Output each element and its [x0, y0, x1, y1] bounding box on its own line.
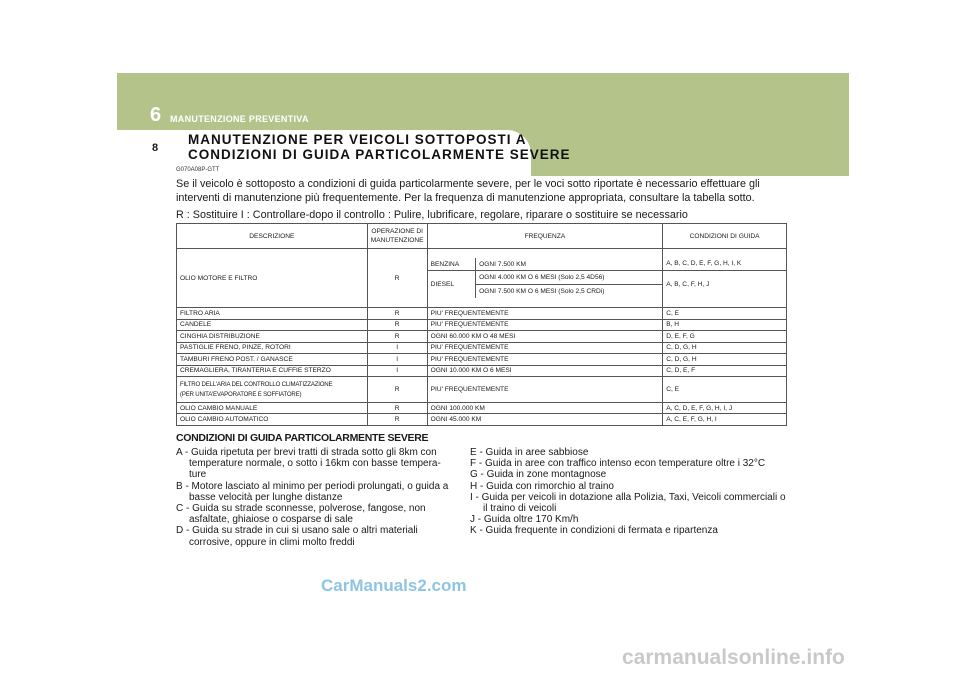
condition-item: I - Guida per veicoli in dotazione alla Polizia, Taxi, Veicoli commerciali o il traino di veicoli [470, 491, 786, 515]
row-op: I [367, 342, 427, 354]
filter-desc-line-1: FILTRO DELL'ARIA DEL CONTROLLO CLIMATIZZAZIONE [180, 380, 333, 388]
condition-item: J - Guida oltre 170 Km/h [470, 514, 579, 526]
table-row [177, 342, 787, 354]
legend-line: R : Sostituire I : Controllare-dopo il controllo : Pulire, lubrificare, regolare, riparare o sostituire se necessario [176, 209, 688, 221]
row-cond: C, E [663, 308, 787, 320]
table-row [177, 308, 787, 320]
row-freq: PIU' FREQUENTEMENTE [427, 342, 663, 354]
condition-item: E - Guida in aree sabbiose [470, 447, 589, 458]
filter-desc [177, 377, 368, 403]
header-condizioni: CONDIZIONI DI GUIDA [663, 224, 787, 249]
row-freq: PIU' FREQUENTEMENTE [427, 354, 663, 366]
row-cond: A, C, D, E, F, G, H, I, J [663, 402, 787, 414]
condition-item: C - Guida su strade sconnesse, polverose, fangose, non asfaltate, ghiaiose o cosparse di sale [176, 503, 426, 526]
condition-item: G - Guida in zone montagnose [470, 469, 607, 481]
row-cond: B, H [663, 319, 787, 331]
row-desc: PASTIGLIE FRENO, PINZE, ROTORI [177, 342, 368, 354]
diesel-label: DIESEL [428, 271, 476, 299]
section-code: G070A08P-GTT [176, 167, 220, 173]
page-title [188, 132, 571, 162]
header-band-notch [117, 130, 169, 176]
benzina-label: BENZINA [428, 258, 476, 271]
chapter-number: 6 [150, 104, 162, 126]
oil-frequency-cell [427, 249, 663, 308]
condition-item: B - Motore lasciato al minimo per periodi prolungati, o guida a basse velocità per lunghe distanze [176, 480, 449, 503]
table-row-filter [177, 377, 787, 403]
row-cond: C, D, E, F [663, 365, 787, 377]
row-op: R [367, 414, 427, 426]
conditions-list-right [470, 447, 788, 537]
condition-item: A - Guida ripetuta per brevi tratti di strada sotto gli 8km con temperature normale, o sotto i 16km con basse tempera- ture [176, 447, 441, 481]
row-op: R [367, 402, 427, 414]
row-desc: TAMBURI FRENO POST. / GANASCE [177, 354, 368, 366]
row-desc: FILTRO ARIA [177, 308, 368, 320]
row-cond: C, D, G, H [663, 342, 787, 354]
header-frequenza: FREQUENZA [427, 224, 663, 249]
table-row [177, 402, 787, 414]
maintenance-table [176, 223, 787, 426]
oil-op: R [367, 249, 427, 308]
condition-item: D - Guida su strade in cui si usano sale o altri materiali corrosive, oppure in climi molto freddi [176, 525, 418, 548]
page-title-line-1: MANUTENZIONE PER VEICOLI SOTTOPOSTI A [188, 132, 527, 147]
row-desc: OLIO CAMBIO AUTOMATICO [177, 414, 368, 426]
filter-desc-line-2: (PER UNITA'EVAPORATORE E SOFFIATORE) [180, 390, 302, 398]
row-freq: OGNI 100.000 KM [427, 402, 663, 414]
row-cond: D, E, F, G [663, 331, 787, 343]
benzina-freq: OGNI 7.500 KM [476, 258, 663, 271]
condition-item: F - Guida in aree con traffico intenso econ temperature oltre i 32°C [470, 458, 766, 470]
row-cond: C, D, G, H [663, 354, 787, 366]
row-freq: PIU' FREQUENTEMENTE [427, 308, 663, 320]
chapter-title: MANUTENZIONE PREVENTIVA [170, 114, 309, 124]
row-op: R [367, 319, 427, 331]
row-freq: OGNI 45.000 KM [427, 414, 663, 426]
conditions-heading: CONDIZIONI DI GUIDA PARTICOLARMENTE SEVERE [176, 432, 429, 444]
diesel-cond: A, B, C, F, H, J [666, 281, 710, 288]
page-number: 8 [152, 142, 159, 154]
table-header-row [177, 224, 787, 249]
diesel-freq-1: OGNI 4.000 KM O 6 MESI (Solo 2,5 4D56) [476, 271, 663, 285]
row-desc: OLIO CAMBIO MANUALE [177, 402, 368, 414]
table-row [177, 365, 787, 377]
table-row [177, 414, 787, 426]
table-row [177, 319, 787, 331]
intro-paragraph: Se il veicolo è sottoposto a condizioni di guida particolarmente severe, per le voci sotto riportate è necessario effettuare gli interventi di manutenzione più frequentemente. Per la frequenza di manutenzione appropriata, consultare la tabella sotto. [176, 178, 760, 204]
condition-item: H - Guida con rimorchio al traino [470, 480, 614, 492]
filter-freq: PIU' FREQUENTEMENTE [427, 377, 663, 403]
condition-item: K - Guida frequente in condizioni di fermata e ripartenza [470, 525, 718, 537]
page-title-line-2: CONDIZIONI DI GUIDA PARTICOLARMENTE SEVERE [188, 147, 571, 162]
header-operazione: OPERAZIONE DI MANUTENZIONE [367, 224, 427, 249]
benzina-cond: A, B, C, D, E, F, G, H, I, K [663, 258, 786, 271]
row-freq: OGNI 10.000 KM O 6 MESI [427, 365, 663, 377]
table-row [177, 354, 787, 366]
row-freq: OGNI 60.000 KM O 48 MESI [427, 331, 663, 343]
oil-desc: OLIO MOTORE E FILTRO [177, 249, 368, 308]
filter-op: R [367, 377, 427, 403]
row-desc: CINGHIA DISTRIBUZIONE [177, 331, 368, 343]
watermark-logo: CarManuals2.com [321, 576, 467, 595]
table-row [177, 331, 787, 343]
table-row-oil [177, 249, 787, 308]
row-op: R [367, 308, 427, 320]
row-op: I [367, 365, 427, 377]
filter-cond: C, E [663, 377, 787, 403]
header-descrizione: DESCRIZIONE [177, 224, 368, 249]
oil-subtable [428, 258, 663, 298]
row-desc: CANDELE [177, 319, 368, 331]
row-freq: PIU' FREQUENTEMENTE [427, 319, 663, 331]
row-op: I [367, 354, 427, 366]
row-desc: CREMAGLIERA, TIRANTERIA E CUFFIE STERZO [177, 365, 368, 377]
row-cond: A, C, E, F, G, H, I [663, 414, 787, 426]
conditions-list-left [176, 447, 451, 548]
diesel-freq-2: OGNI 7.500 KM O 6 MESI (Solo 2,5 CRDi) [479, 288, 605, 295]
oil-conditions-cell [663, 249, 787, 308]
row-op: R [367, 331, 427, 343]
footer-watermark: carmanualsonline.info [622, 646, 845, 669]
